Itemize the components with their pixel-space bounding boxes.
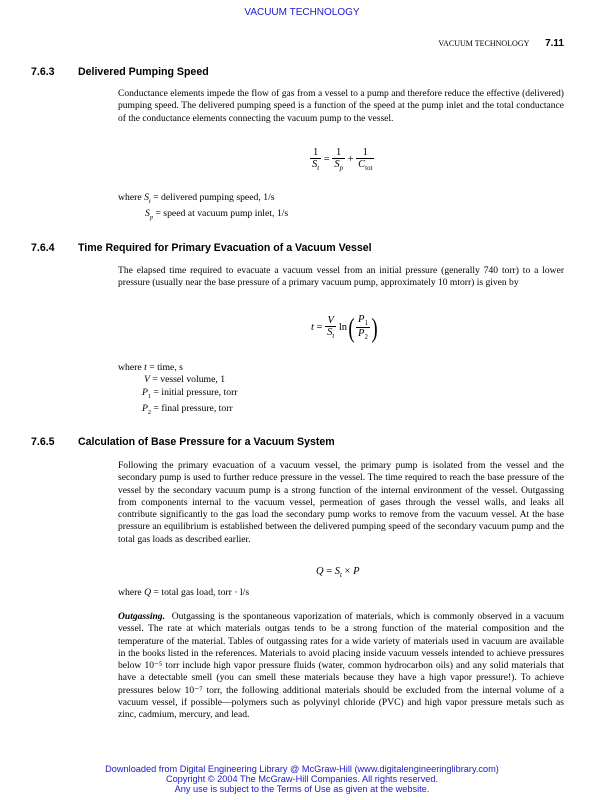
where-def: = speed at vacuum pump inlet, 1/s bbox=[155, 208, 289, 220]
section-heading-7-6-5 bbox=[31, 436, 335, 448]
section-number: 7.6.3 bbox=[31, 66, 55, 78]
section-title: Delivered Pumping Speed bbox=[78, 66, 209, 78]
where-def: = initial pressure, torr bbox=[153, 386, 238, 398]
download-banner: VACUUM TECHNOLOGY bbox=[244, 7, 360, 18]
section-number: 7.6.4 bbox=[31, 242, 55, 254]
section-title: Calculation of Base Pressure for a Vacuum System bbox=[78, 436, 335, 448]
footer-line-2: Copyright © 2004 The McGraw-Hill Companies. All rights reserved. bbox=[165, 774, 439, 785]
running-head bbox=[438, 38, 564, 49]
page-number: 7.11 bbox=[545, 38, 564, 49]
footer-line-1[interactable]: Downloaded from Digital Engineering Library @ McGraw-Hill (www.digitalengineeringlibrary.com) bbox=[105, 764, 499, 774]
paragraph-base-pressure: Following the primary evacuation of a vacuum vessel, the primary pump is isolated from the vessel and the secondary pump is used to further reduce pressure in the vessel. The time required to reach the base pressure of the vessel by the secondary vacuum pump is a strong function of the internal environment of the vessel. Outgassing from components internal to the vacuum vessel, permeation of gases through the vessel walls, and leaks all contribute significantly to the gas load the secondary pump works to remove from the vacuum vessel. At the base pressure an equilibrium is established between the delivered pumping speed of the secondary vacuum pump and the total gas loads as described earlier. bbox=[118, 460, 564, 545]
equation-base-pressure: $Q = S_t \times P$ bbox=[316, 566, 360, 580]
where-def: = vessel volume, 1 bbox=[152, 374, 226, 386]
section-heading-7-6-4 bbox=[31, 242, 372, 254]
equation-delivered-speed: $\frac{1}{S_t}$ = $\frac{1}{S_p}$ + $\frac{1}{C_{tot}}$ bbox=[312, 147, 373, 173]
where-block-1: where $S_t$ = delivered pumping speed, 1/s $S_p$ = speed at vacuum pump inlet, 1/s bbox=[118, 192, 289, 222]
where-def: = delivered pumping speed, 1/s bbox=[153, 192, 275, 203]
outgassing-label: Outgassing. bbox=[118, 611, 165, 622]
paragraph-delivered-speed: Conductance elements impede the flow of gas from a vessel to a pump and therefore reduce the effective (delivered) pumping speed. The delivered pumping speed is a function of the speed at the pump inlet and the total conductance of the conductance elements connecting the vacuum pump to the vessel. bbox=[118, 88, 564, 124]
where-def: = time, s bbox=[149, 362, 183, 373]
copyright-footer bbox=[0, 764, 604, 795]
section-heading-7-6-3 bbox=[31, 66, 209, 78]
section-number: 7.6.5 bbox=[31, 436, 55, 448]
where-def: = final pressure, torr bbox=[153, 402, 233, 414]
paragraph-evacuation-time: The elapsed time required to evacuate a vacuum vessel from an initial pressure (generally 740 torr) to a lower pressure (usually near the base pressure of a primary vacuum pump, approximately 10 mtorr) is given by bbox=[118, 265, 564, 289]
running-head-title: VACUUM TECHNOLOGY bbox=[438, 39, 530, 48]
equation-evacuation-time: t = $\frac{V}{S_t}$ ln( $\frac{P_1}{P_2}$ ) bbox=[311, 312, 378, 343]
outgassing-body: Outgassing is the spontaneous vaporization of materials, which is commonly observed in a vacuum vessel. The rate at which materials outgas tends to be a strong function of the material composition and the temperature of the material. Tables of outgassing rates for a wide variety of materials used in vacuum are available in the books listed in the references. Materials to avoid placing inside vacuum vessels intended to achieve pressures below 10⁻⁵ torr include high vapor pressure fluids (water, common hydrocarbon oils) and any solid materials that have a detectable smell (you can smell these materials because they have a high vapor pressure!). To achieve pressures below 10⁻⁷ torr, the following additional materials should be excluded from the internal volume of a vacuum vessel, if possible—polymers such as polyvinyl chloride (PVC) and high vapor pressure metals such as zinc, cadmium, mercury, and lead. bbox=[118, 611, 564, 721]
footer-line-3: Any use is subject to the Terms of Use as given at the website. bbox=[174, 784, 430, 795]
where-block-2: where t = time, s V = vessel volume, 1 $P_1$ = initial pressure, torr $P_2$ = final pressure, torr bbox=[118, 362, 238, 416]
where-def: = total gas load, torr · l/s bbox=[153, 587, 250, 598]
where-block-3: where Q = total gas load, torr · l/s bbox=[118, 587, 250, 598]
paragraph-outgassing bbox=[118, 611, 564, 722]
section-title: Time Required for Primary Evacuation of a Vacuum Vessel bbox=[78, 242, 372, 254]
